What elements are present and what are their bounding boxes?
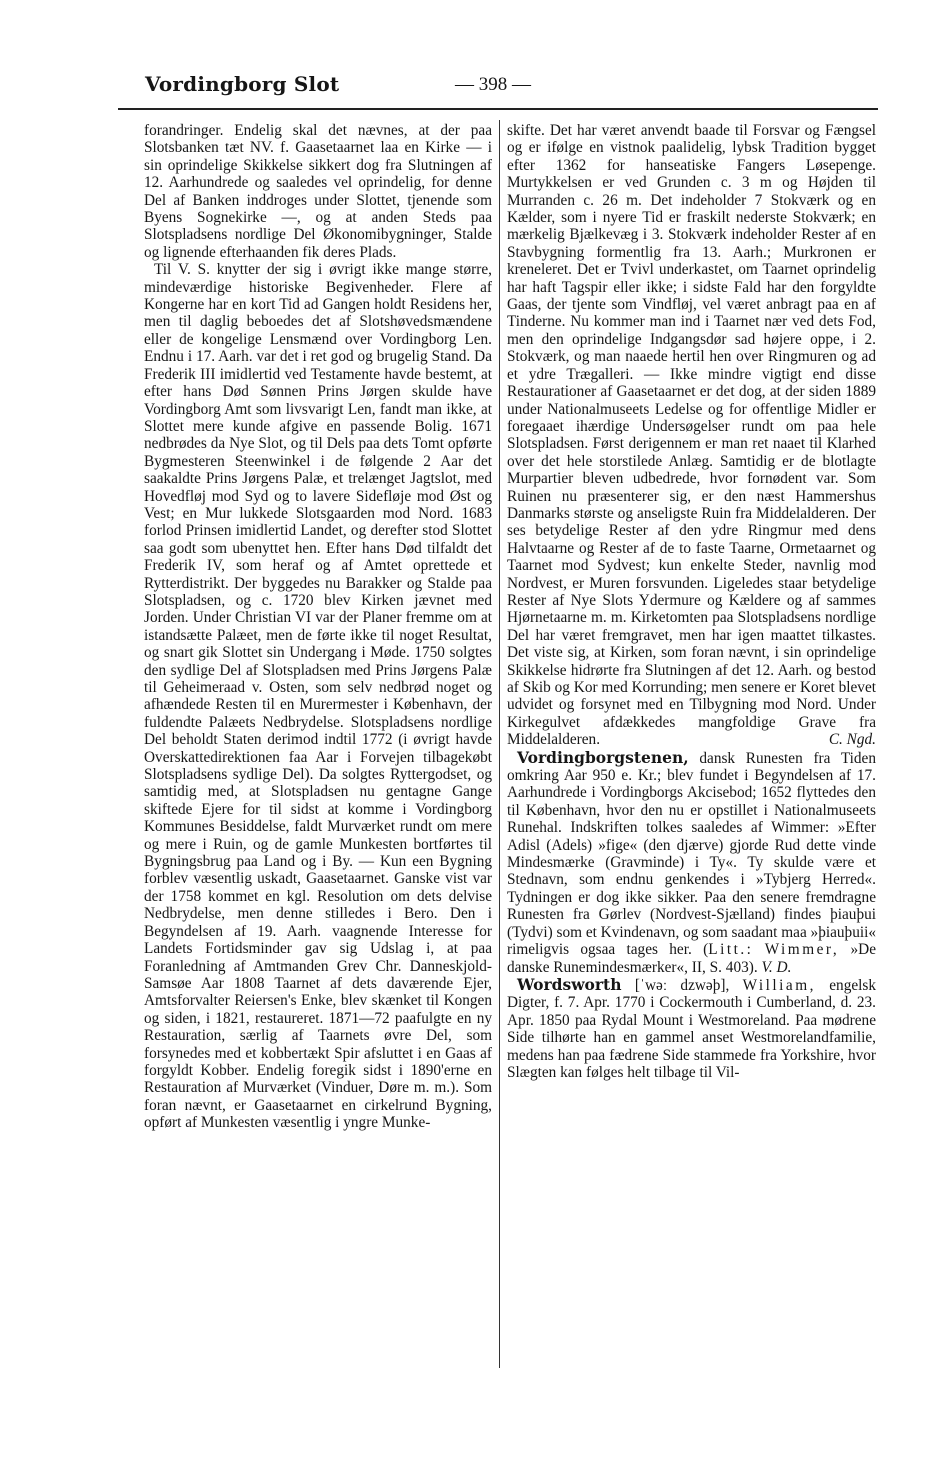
header-rule: [118, 108, 878, 110]
literature-label: Litt.:: [708, 941, 754, 959]
author-signature: V. D.: [761, 958, 792, 976]
running-head: Vordingborg Slot: [145, 72, 340, 96]
page-header: [0, 60, 928, 106]
entry-headword: Vordingborgstenen,: [517, 747, 689, 767]
right-column: [507, 122, 876, 1081]
author-signature: C. Ngd.: [828, 731, 876, 749]
literature-author: Wimmer,: [764, 941, 840, 959]
entry-text: dansk Runesten fra Tiden omkring Aar 950 e. Kr.; blev fundet i Begyndelsen af 17. Aarhundrede i Vordingborgs Akcisebod; 1652 flyttedes den til København, hvor den nu er opstillet i Nationalmuseets Runehal. Indskriften tolkes saaledes af Wimmer: »Efter Adisl (Adels) »fige« (den djærve) gjorde Rud dette vinde Mindesmærke (Gravminde) i Ty«. Ty skulde være et Stednavn, som endnu genkendes i »Tybjerg Herred«. Tydningen er dog ikke sikker. Paa den senere fremdragne Runesten fra Gørlev (Nordvest-Sjælland) findes þiauþui (Tydvi) som et Kvindenavn, og som saadant maa »þiauþuii« rimeligvis ogsaa tages her. (: [507, 749, 876, 959]
paragraph: [507, 122, 876, 749]
literature-reference: »De danske Runemindesmærker«, II, S. 403).: [507, 941, 876, 976]
paragraph-text: skifte. Det har været anvendt baade til Forsvar og Fængsel og er ifølge en vistnok paalidelig, lybsk Tradition bygget efter 1362 for hanseatiske Fangers Løsepenge. Murtykkelsen er ved Grunden c. 3 m og Højden til Murranden c. 26 m. Det indeholder 7 Stokværk og en Kælder, som i nyere Tid er fraskilt nederste Stokværk; en mærkelig Bjælkevæg i 3. Stokværk indeholder Rester af en Stavbygning formentlig fra 13. Aarh.; Murkronen er kreneleret. Det er Tvivl underkastet, om Taarnet oprindelig har haft Tagspir eller ikke; i sidste Fald har den forgyldte Gaas, der tjente som Vindfløj, vel været anbragt paa en af Tinderne. Nu kommer man ind i Taarnet nær ved dets Fod, men den oprindelige Indgangsdør sad højere oppe, i 2. Stokværk, og man naaede hertil hen over Ringmuren og ad et ydre Trægalleri. — Ikke mindre vigtigt end disse Restaurationer af Gaasetaarnet er det dog, at der siden 1889 under Nationalmuseets Ledelse og for offentlige Midler er foregaaet ihærdige Undersøgelser rundt om paa hele Slotspladsen. Først derigennem er man ret naaet til Klarhed over det hele storstilede Anlæg. Samtidig er de blotlagte Murpartier bleven udbedrede, hvor fornødent var. Som Ruinen nu præsenterer sig, er den næst Hammershus Danmarks største og anseligste Ruin fra Middelalderen. Der ses betydelige Rester af den ydre Ringmur med dens Halvtaarne og Rester af de to faste Taarne, Ormetaarnet og Taarnet mod Sydvest; kun enkelte Steder, navnlig mod Nordvest, er Muren forsvunden. Ligeledes staar betydelige Rester af Nye Slots Ydermure og Kældere og af sammes Hjørnetaarne m. m. Kirketomten paa Slotspladsens nordlige Del har været fremgravet, men har igen maattet tilkastes. Det viste sig, at Kirken, som foran nævnt, i sin oprindelige Skikkelse hidrørte fra Slutningen af det 12. Aarh. og bestod af Skib og Kor med Korrunding; men senere er Koret blevet udvidet og forsynet med en Tilbygning mod Nord. Under Kirkegulvet afdækkedes mangfoldige Grave fra Middelalderen.: [507, 122, 876, 749]
paragraph: Til V. S. knytter der sig i øvrigt ikke mange større, mindeværdige historiske Begivenheder. Flere af Kongerne har en kort Tid ad Gangen holdt Residens her, men til daglig beboedes det af Slotshøvedsmændene eller de kongelige Lensmænd over Vordingborg Len. Endnu i 17. Aarh. var det i ret god og brugelig Stand. Da Frederik III imidlertid ved Testamente havde bestemt, at efter hans Død Sønnen Prins Jørgen skulde have Vordingborg Amt som livsvarigt Len, fandt man ikke, at Slottet mere kunde afgive en passende Bolig. 1671 nedbrødes da Nye Slot, og til Dels paa dets Tomt opførte Bygmesteren Steenwinkel i de følgende 2 Aar det saakaldte Prins Jørgens Palæ, et trelænget Jagtslot, med Hovedfløj mod Syd og to lavere Sidefløje mod Øst og Vest; en Mur lukkede Slotsgaarden mod Nord. 1683 forlod Prinsen imidlertid Landet, og derefter stod Slottet saa godt som ubenyttet hen. Efter hans Død tilfaldt det Frederik IV, som heraf og af Amtet oprettede et Rytterdistrikt. Der byggedes nu Barakker og Stalde paa Slotspladsen, og c. 1720 blev Kirken jævnet med Jorden. Under Christian VI var der Planer fremme om at istandsætte Palæet, men de førte ikke til noget Resultat, og snart gik Slottet sin Undergang i Møde. 1750 solgtes den sydlige Del af Slotspladsen med Prins Jørgens Palæ til Geheimeraad v. Osten, som selv nedbrød noget og afhændede Resten til en Murermester i København, der fuldendte Palæets Nedbrydelse. Slotspladsens nordlige Del beholdt Staten derimod indtil 1772 (i øvrigt havde Overskattedirektionen faa Aar i Forvejen tilbagekøbt Slotspladsens sydlige Del). Da solgtes Ryttergodset, og samtidig med, at Slotspladsen nu gentagne Gange skiftede Ejere for til sidst at komme i Vordingborg Kommunes Besiddelse, faldt Murværket rundt om mere og mere i Ruin, og de gamle Munkesten bortførtes til Bygningsbrug paa Land og i By. — Kun een Bygning forblev væsentlig uskadt, Gaasetaarnet. Ganske vist var der 1758 kommet en kgl. Resolution om dets delvise Nedbrydelse, men denne stilledes i Bero. Den i Begyndelsen af 19. Aarh. vaagnende Interesse for Landets Fortidsminder gav sig Udslag i, at paa Foranledning af Amtmanden Grev Chr. Danneskjold-Samsøe Aar 1808 Taarnet af dets daværende Ejer, Amtsforvalter Reiersen's Enke, blev skænket til Kongen og siden, i 1821, restaureret. 1871—72 paafulgte en ny Restauration, særlig af Taarnets øvre Del, som forsynedes med et kobbertækt Spir afsluttet i en Gaas af forgyldt Kobber. Endelig foregik sidst i 1890'erne en Restauration af Murværket (Vinduer, Døre m. m.). Som foran nævnt, er Gaasetaarnet en cirkelrund Bygning, opført af Munkesten væsentlig i yngre Munke-: [144, 261, 492, 1132]
entry-wordsworth: [507, 976, 876, 1081]
entry-forename: William,: [742, 976, 816, 994]
left-column: [144, 122, 492, 1132]
pronunciation: [ˈwəː dzwəþ],: [621, 976, 730, 994]
entry-vordingborgstenen: [507, 749, 876, 976]
entry-text: engelsk Digter, f. 7. Apr. 1770 i Cockermouth i Cumberland, d. 23. Apr. 1850 paa Rydal Mount i Westmoreland. Paa mødrene Side tilhørte han en gammel anset Westmorelandfamilie, medens han paa fædrene Side stammede fra Yorkshire, hvor Slægten kan følges helt tilbage til Vil-: [507, 976, 876, 1081]
paragraph: forandringer. Endelig skal det nævnes, at der paa Slotsbanken tæt NV. f. Gaasetaarnet laa en Kirke — i sin oprindelige Skikkelse sikkert dog fra Slutningen af 12. Aarhundrede og saaledes vel oprindelig, for denne Del af Banken inddroges under Slottet, tjenende som Byens Sognekirke —, og at anden Steds paa Slotspladsens nordlige Del Økonomibygninger, Stalde og lignende efterhaanden fik deres Plads.: [144, 122, 492, 261]
column-divider: [499, 120, 500, 1368]
page-number: — 398 —: [455, 74, 531, 95]
entry-headword: Wordsworth: [517, 974, 622, 994]
